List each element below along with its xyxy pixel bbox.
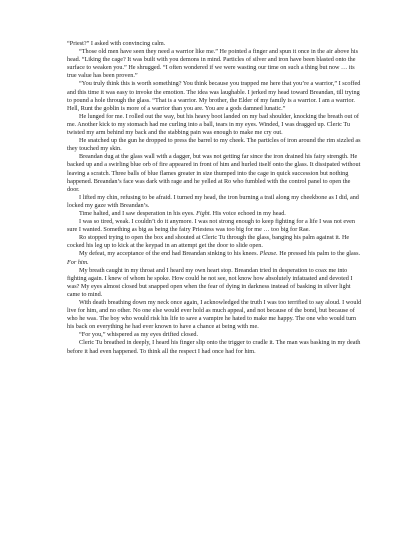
paragraph-14: “For you,” whispered as my eyes drifted closed. [79, 331, 199, 339]
paragraph-5: He snatched up the gun he dropped to press the barrel to my cheek. The particles of iron around the rim sizzled as they touched my skin. [67, 137, 361, 153]
paragraph-4: He lunged for me. I rolled out the way, but his heavy boot landed on my bad shoulder, knocking the breath out of me. Another kick to my stomach had me curling into a ball, tears in my eyes. Winded, I was dragged up. Cleric Tu twisted my arm behind my back and the stabbing pain was enough to make me cry out. [67, 112, 359, 137]
paragraph-13: With death breathing down my neck once again, I acknowledged the truth I was too terrified to say aloud. I would live for him, and no other. No one else would ever hold as much appeal, and not because of the bond, but because of who he was. The boy who would risk his life to save a vampire he hated to make me happy. The one who would turn his back on everything he had ever known to have a chance at being with me. [67, 299, 362, 331]
paragraph-10: Ro stopped trying to open the box and shouted at Cleric Tu through the glass, banging his palm against it. He cocked his leg up to kick at the keypad in an attempt get the door to slide open. [67, 234, 350, 250]
paragraph-1: “Priest?” I asked with convincing calm. [67, 40, 166, 47]
paragraph-12: My breath caught in my throat and I heard my own heart stop. Breandan tried in desperation to coax me into fighting again. I knew of whom he spoke. How could he not see, not know how absolutely infatuated and devoted I was? My eyes almost closed but snapped open when the fear of dying in darkness instead of basking in silver light came to mind. [67, 266, 353, 298]
paragraph-6: Breandan dug at the glass wall with a dagger, but was not getting far since the iron drained his fairy strength. He backed up and a swirling blue orb of fire appeared in front of him and hurled itself onto the glass. It dissipated without leaving a scratch. Three balls of blue flames greater in size thumped into the cage in quick succession but nothing happened. Breandan’s face was dark with rage and he yelled at Ro who fumbled with the control panel to open the door. [67, 153, 361, 193]
paragraph-3: “You truly think this is worth something? You think because you trapped me here that you’re a warrior,” I scoffed and this time it was easy to invoke the emotion. The idea was laughable. I jerked my head toward Breandan, till trying to pound a hole through the glass. “That is a warrior. My brother, the Elder of my family is a warrior. I am a warrior. Hell, Runt the goblin is more of a warrior than you are. You are a gods damned lunatic.” [67, 80, 361, 112]
paragraph-11: My defeat, my acceptance of the end had Breandan sinking to his knees. Please. He pressed his palm to the glass. For him. [67, 250, 361, 266]
paragraph-7: I lifted my chin, refusing to be afraid. I turned my head, the iron burning a trail along my cheekbone as I did, and locked my gaze with Breandan’s. [67, 193, 359, 209]
italic-text: Please. [259, 250, 278, 258]
italic-text: For him. [67, 258, 89, 266]
book-page [67, 40, 363, 356]
paragraph-9: I was so tired, weak. I couldn’t do it anymore. I was not strong enough to keep fighting for a life I was not even sure I wanted. Something as big as being the fairy Priestess was too big for me … too big for Rae. [67, 218, 356, 234]
paragraph-8: Time halted, and I saw desperation in his eyes. Fight. His voice echoed in my head. [79, 209, 286, 217]
paragraph-2: “Those old men have seen they need a warrior like me.” He pointed a finger and spun it once in the air above his head. “Liking the cage? It was built with you demons in mind. Particles of silver and iron have been blasted onto the surface to weaken you.” He shrugged. “I often wondered if we were wasting our time on such a thing but now … its true value has been proven.” [67, 48, 359, 80]
paragraph-15: Cleric Tu breathed in deeply, I heard his finger slip onto the trigger to cradle it. The man was basking in my death before it had even happened. To think all the respect I had once had for him. [67, 339, 361, 355]
italic-text: Fight. [196, 209, 212, 217]
